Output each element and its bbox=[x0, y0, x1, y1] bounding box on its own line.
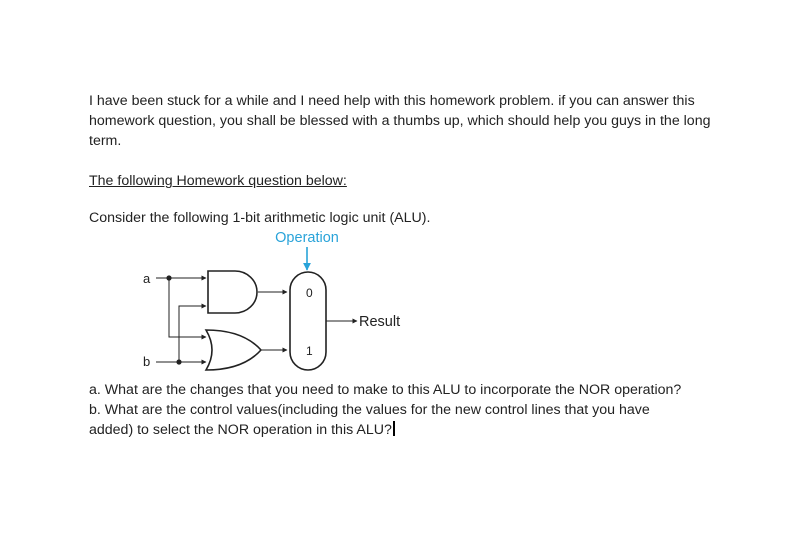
and-gate bbox=[208, 271, 257, 313]
or-gate bbox=[206, 330, 261, 370]
question-b-continued bbox=[89, 420, 729, 440]
result-label: Result bbox=[359, 314, 401, 330]
operation-label: Operation bbox=[275, 230, 339, 246]
mux-input-0-label: 0 bbox=[306, 286, 313, 300]
intro-paragraph: I have been stuck for a while and I need help with this homework problem. if you can answer this homework question, you shall be blessed with a thumbs up, which should help you guys in the long term. bbox=[89, 93, 711, 149]
question-a: a. What are the changes that you need to make to this ALU to incorporate the NOR operation? bbox=[89, 382, 682, 398]
alu-diagram bbox=[135, 226, 435, 371]
question-b-continued-text: added) to select the NOR operation in this ALU? bbox=[89, 422, 392, 438]
mux-input-1-label: 1 bbox=[306, 344, 313, 358]
consider-paragraph: Consider the following 1-bit arithmetic logic unit (ALU). bbox=[89, 210, 431, 226]
question-b: b. What are the control values(including the values for the new control lines that you have bbox=[89, 402, 650, 418]
input-b-label: b bbox=[143, 354, 151, 369]
question-paragraph bbox=[89, 380, 729, 440]
junction-a bbox=[166, 275, 171, 280]
text-cursor bbox=[393, 421, 395, 436]
junction-b bbox=[176, 359, 181, 364]
input-a-label: a bbox=[143, 271, 151, 286]
homework-heading: The following Homework question below: bbox=[89, 173, 347, 189]
